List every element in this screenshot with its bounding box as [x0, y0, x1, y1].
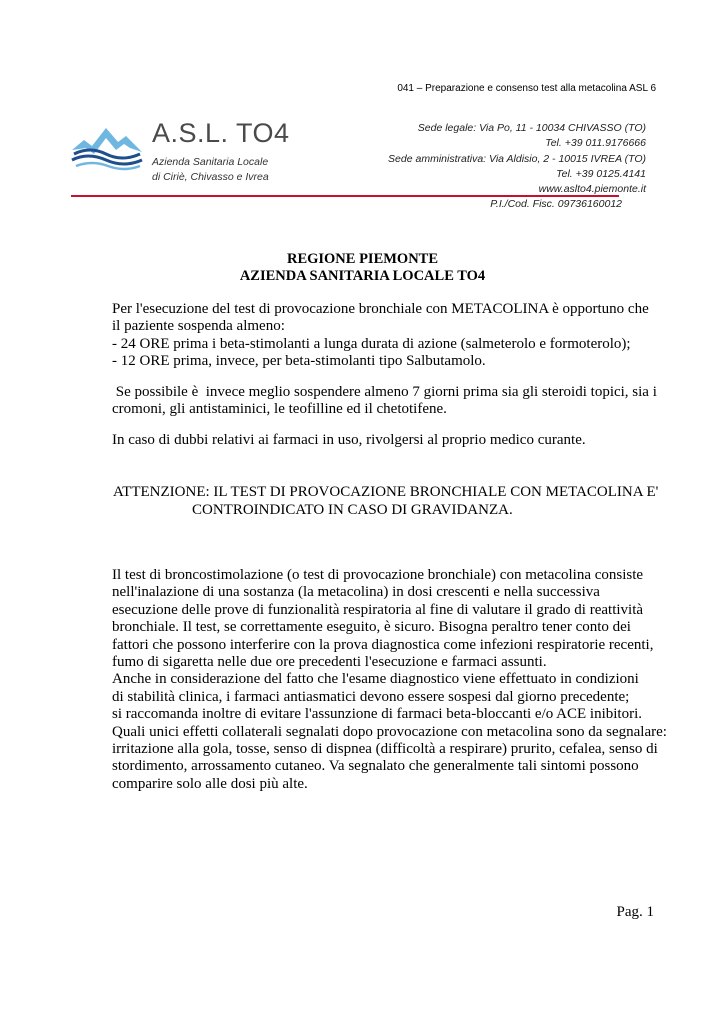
text-line: di stabilità clinica, i farmaci antiasmatici devono essere sospesi dal giorno precedente;	[112, 688, 630, 705]
warning-line: ATTENZIONE: IL TEST DI PROVOCAZIONE BRONCHIALE CON METACOLINA E'	[113, 484, 659, 500]
logo-subtitle	[152, 155, 269, 185]
text-line: - 24 ORE prima i beta-stimolanti a lunga durata di azione (salmeterolo e formoterolo);	[112, 335, 631, 352]
header-divider	[71, 195, 619, 197]
paragraph-suspension	[112, 301, 649, 371]
region-title: REGIONE PIEMONTE	[286, 251, 439, 267]
paragraph-steroids	[112, 384, 657, 419]
text-line: comparire solo alle dosi più alte.	[112, 775, 308, 792]
text-line: cromoni, gli antistaminici, le teofilline ed il chetotifene.	[112, 401, 447, 418]
text-line: nell'inalazione di una sostanza (la metacolina) in dosi crescenti e nella successiva	[112, 584, 600, 601]
website-link[interactable]: www.aslto4.piemonte.it	[538, 183, 646, 196]
logo-title: A.S.L. TO4	[152, 118, 290, 148]
paragraph-test-description	[112, 567, 667, 793]
text-line: - 12 ORE prima, invece, per beta-stimolanti tipo Salbutamolo.	[112, 353, 486, 370]
text-line: Se possibile è invece meglio sospendere almeno 7 giorni prima sia gli steroidi topici, sia i	[112, 384, 657, 400]
contact-line: Sede legale: Via Po, 11 - 10034 CHIVASSO (TO)	[417, 122, 646, 134]
text-line: esecuzione delle prove di funzionalità respiratoria al fine di valutare il grado di reattività	[112, 601, 644, 618]
pregnancy-warning	[113, 484, 658, 519]
text-line: In caso di dubbi relativi ai farmaci in uso, rivolgersi al proprio medico curante.	[112, 432, 586, 448]
paragraph-doubts	[112, 432, 586, 449]
page-number: Pag. 1	[616, 904, 654, 920]
logo-subtitle-line: di Ciriè, Chivasso e Ivrea	[152, 171, 269, 183]
mountain-waves-logo-icon	[70, 124, 146, 174]
text-line: Per l'esecuzione del test di provocazione bronchiale con METACOLINA è opportuno che	[112, 301, 649, 317]
document-reference: 041 – Preparazione e consenso test alla metacolina ASL 6	[397, 83, 656, 94]
agency-title: AZIENDA SANITARIA LOCALE TO4	[239, 268, 486, 284]
contact-line: Sede amministrativa: Via Aldisio, 2 - 10015 IVREA (TO)	[388, 152, 646, 165]
contact-line: Tel. +39 011.9176666	[545, 137, 646, 150]
text-line: si raccomanda inoltre di evitare l'assunzione di farmaci beta-bloccanti e/o ACE inibitori.	[112, 706, 643, 723]
contact-line: Tel. +39 0125.4141	[556, 167, 646, 180]
text-line: irritazione alla gola, tosse, senso di dispnea (difficoltà a respirare) prurito, cefalea, senso di	[112, 741, 658, 758]
text-line: il paziente sospenda almeno:	[112, 318, 285, 335]
text-line: Il test di broncostimolazione (o test di provocazione bronchiale) con metacolina consiste	[112, 567, 644, 583]
contact-info	[388, 121, 646, 197]
text-line: stordimento, arrossamento cutaneo. Va segnalato che generalmente tali sintomi possono	[112, 758, 639, 775]
text-line: fattori che possono interferire con la prova diagnostica come infezioni respiratorie recenti,	[112, 636, 654, 653]
asl-logo	[70, 118, 290, 188]
text-line: Quali unici effetti collaterali segnalati dopo provocazione con metacolina sono da segnalare:	[112, 723, 667, 740]
warning-line: CONTROINDICATO IN CASO DI GRAVIDANZA.	[192, 501, 513, 518]
tax-code: P.I./Cod. Fisc. 09736160012	[490, 198, 622, 210]
logo-subtitle-line: Azienda Sanitaria Locale	[152, 156, 269, 168]
text-line: fumo di sigaretta nelle due ore precedenti l'esecuzione e farmaci assunti.	[112, 654, 547, 671]
text-line: Anche in considerazione del fatto che l'esame diagnostico viene effettuato in condizioni	[112, 671, 639, 688]
text-line: bronchiale. Il test, se correttamente eseguito, è sicuro. Bisogna peraltro tener conto dei	[112, 619, 631, 636]
